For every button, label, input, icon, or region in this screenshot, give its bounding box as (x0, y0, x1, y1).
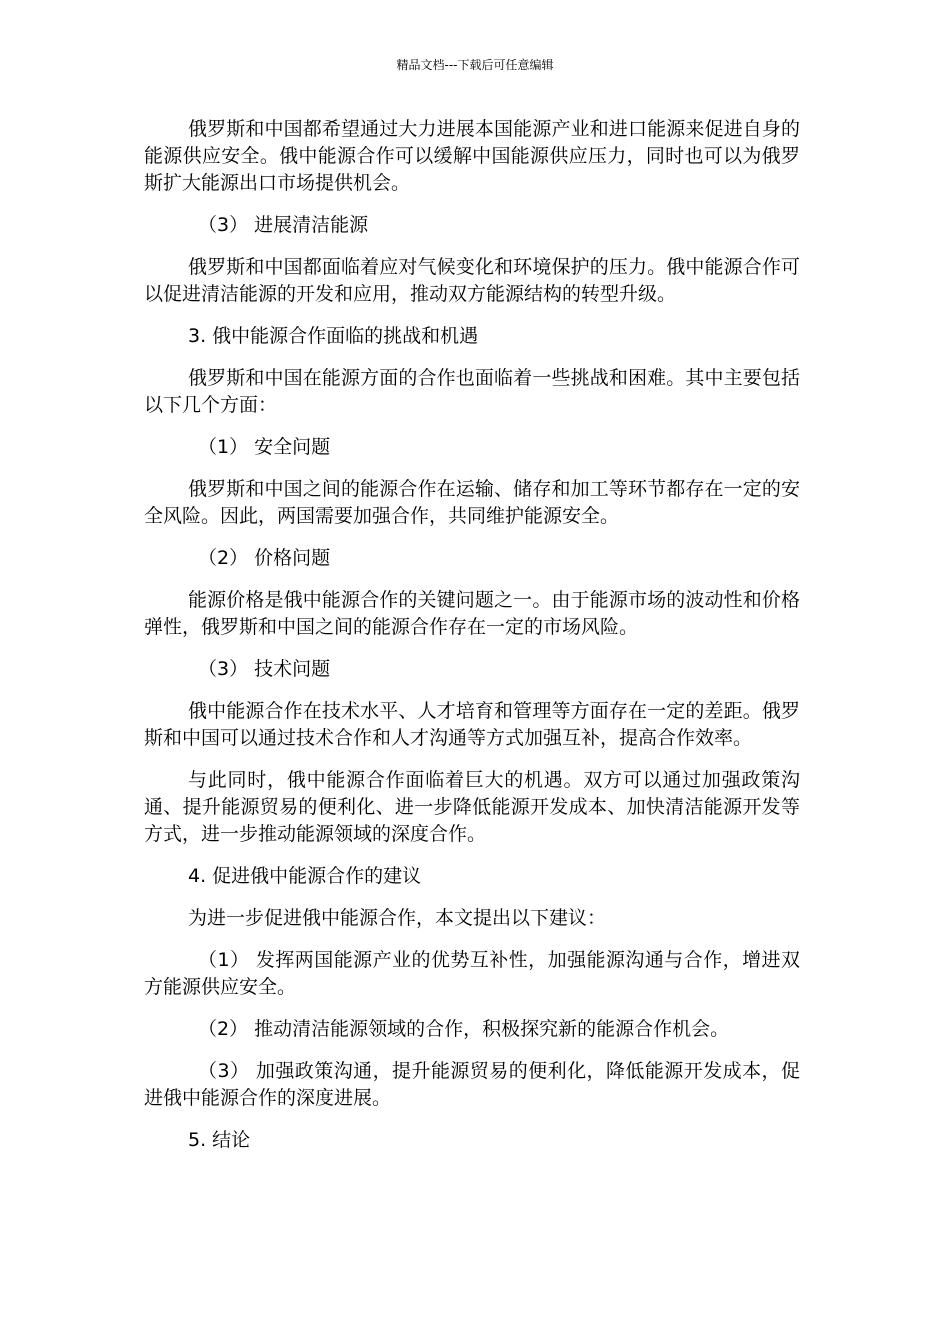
paragraph-security-risk: 俄罗斯和中国之间的能源合作在运输、储存和加工等环节都存在一定的安全风险。因此，两国需要加强合作，共同维护能源安全。 (144, 478, 800, 527)
list-item-security: （1） 安全问题 (198, 436, 331, 458)
list-item-price: （2） 价格问题 (198, 547, 331, 569)
paragraph-suggestions-intro: 为进一步促进俄中能源合作，本文提出以下建议： (188, 907, 607, 929)
section-heading-suggestions: 4. 促进俄中能源合作的建议 (188, 865, 422, 887)
paragraph-technology-gap: 俄中能源合作在技术水平、人才培育和管理等方面存在一定的差距。俄罗斯和中国可以通过技术合作和人才沟通等方式加强互补，提高合作效率。 (144, 700, 800, 749)
paragraph-price-risk: 能源价格是俄中能源合作的关键问题之一。由于能源市场的波动性和价格弹性，俄罗斯和中国之间的能源合作存在一定的市场风险。 (144, 589, 800, 638)
section-heading-challenges: 3. 俄中能源合作面临的挑战和机遇 (188, 325, 479, 347)
paragraph-challenges-intro: 俄罗斯和中国在能源方面的合作也面临着一些挑战和困难。其中主要包括以下几个方面： (144, 367, 800, 416)
list-item-suggestion-3: （3） 加强政策沟通，提升能源贸易的便利化，降低能源开发成本，促进俄中能源合作的深度进展。 (144, 1060, 800, 1109)
list-item-clean-energy: （3） 进展清洁能源 (198, 214, 369, 236)
list-item-technology: （3） 技术问题 (198, 658, 331, 680)
page-header: 精品文档---下载后可任意编辑 (396, 58, 554, 72)
list-item-suggestion-1: （1） 发挥两国能源产业的优势互补性，加强能源沟通与合作，增进双方能源供应安全。 (144, 949, 800, 998)
document-body (144, 116, 800, 1169)
paragraph-climate-pressure: 俄罗斯和中国都面临着应对气候变化和环境保护的压力。俄中能源合作可以促进清洁能源的开发和应用，推动双方能源结构的转型升级。 (144, 256, 800, 305)
paragraph-russia-china-supply-security: 俄罗斯和中国都希望通过大力进展本国能源产业和进口能源来促进自身的能源供应安全。俄中能源合作可以缓解中国能源供应压力，同时也可以为俄罗斯扩大能源出口市场提供机会。 (144, 118, 800, 194)
list-item-suggestion-2: （2） 推动清洁能源领域的合作，积极探究新的能源合作机会。 (198, 1018, 730, 1040)
section-heading-conclusion: 5. 结论 (188, 1129, 251, 1151)
paragraph-opportunities: 与此同时，俄中能源合作面临着巨大的机遇。双方可以通过加强政策沟通、提升能源贸易的便利化、进一步降低能源开发成本、加快清洁能源开发等方式，进一步推动能源领域的深度合作。 (144, 769, 800, 845)
